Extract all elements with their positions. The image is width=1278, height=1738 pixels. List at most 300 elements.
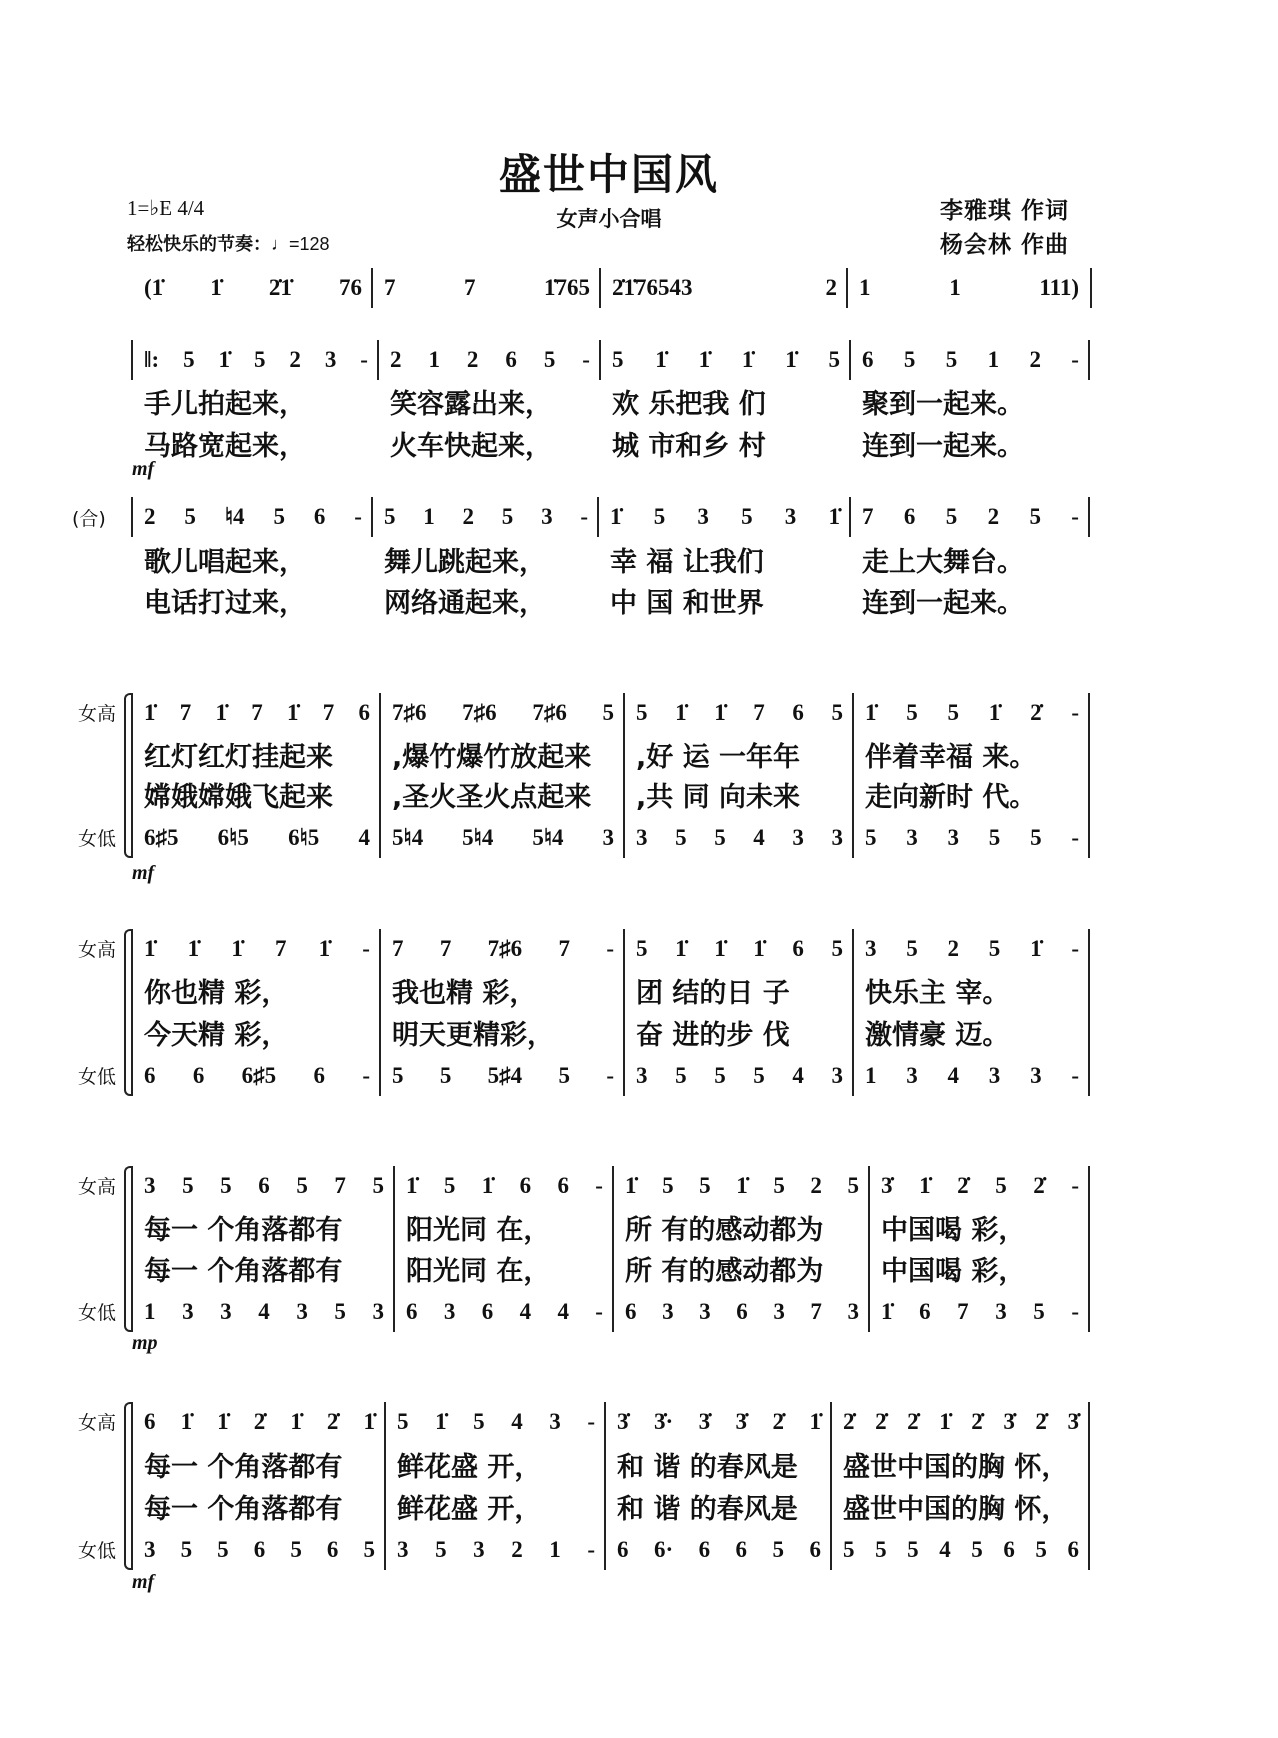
barline [849, 340, 851, 380]
lyric-text: 阳光同 在， [406, 1255, 551, 1287]
lyric-text: 鲜花盛 开， [397, 1451, 542, 1483]
note: 4 [511, 1409, 523, 1434]
measure [598, 499, 850, 535]
note: 1̇ [481, 1173, 494, 1198]
lyric-text: 火车快起来， [390, 430, 552, 462]
lyric-measure [380, 776, 624, 812]
note: 2̇ [907, 1409, 919, 1434]
note: 5 [828, 347, 840, 372]
lyric-measure [132, 582, 372, 618]
barline [830, 1402, 832, 1570]
lyric-measure [132, 1250, 394, 1286]
lyrics-row [132, 1209, 1089, 1245]
note: - [1071, 1299, 1079, 1324]
measure [613, 1294, 869, 1330]
note: 5 [772, 1537, 784, 1562]
lyric-measure [605, 1488, 831, 1524]
lyric-text: 每一 个角落都有 [144, 1255, 343, 1287]
note: 7 [957, 1299, 969, 1324]
note: 3 [636, 825, 648, 850]
measure [132, 499, 372, 535]
barline [1088, 1166, 1090, 1332]
note: 5 [253, 347, 266, 372]
lyric-measure [600, 383, 850, 419]
note: 1̇ [217, 1409, 229, 1434]
lyric-measure [372, 582, 598, 618]
measure [600, 270, 847, 306]
note: 7♯6 [532, 700, 567, 725]
note: 6 [144, 1063, 156, 1088]
lyric-text: ,好 运 一年年 [636, 741, 801, 773]
note: 5 [947, 700, 960, 725]
note: 2 [810, 1173, 822, 1198]
note: 3 [144, 1537, 156, 1562]
note: 5 [945, 347, 958, 372]
note: 5♮4 [532, 825, 564, 850]
note: 6 [617, 1537, 629, 1562]
note: - [587, 1537, 595, 1562]
barline [852, 929, 854, 1096]
note: 5♮4 [462, 825, 494, 850]
note: 5 [473, 1409, 485, 1434]
lyric-text: 马路宽起来， [144, 430, 306, 462]
note: ♮4 [224, 504, 245, 529]
note: 5 [753, 1063, 765, 1088]
barline [1088, 340, 1090, 380]
lyric-measure [850, 582, 1089, 618]
barline [371, 268, 373, 308]
lyrics-row [132, 582, 1089, 618]
barline [623, 693, 625, 858]
lyric-text: 中国喝 彩， [881, 1255, 1026, 1287]
lyric-measure [613, 1250, 869, 1286]
note: 5 [988, 936, 1001, 961]
note: 6 [736, 1299, 748, 1324]
lyric-text: 每一 个角落都有 [144, 1493, 343, 1525]
tempo-value: ♩=128 [271, 234, 330, 254]
note: - [1071, 1063, 1079, 1088]
note: 6 [406, 1299, 418, 1324]
lyric-measure [869, 1209, 1089, 1245]
note: 3 [906, 1063, 918, 1088]
barline [131, 340, 133, 380]
note: 7 [810, 1299, 822, 1324]
note: 6 [903, 504, 916, 529]
note: 7 [384, 275, 396, 300]
note: 3 [397, 1537, 409, 1562]
note: 5 [636, 700, 648, 725]
note: 5 [675, 1063, 687, 1088]
lyric-text: 每一 个角落都有 [144, 1214, 343, 1246]
barline [379, 929, 381, 1096]
measure [853, 931, 1089, 967]
lyric-text: 舞儿跳起来， [384, 546, 546, 578]
system-bracket [124, 1166, 132, 1332]
note: 6 [313, 1063, 325, 1088]
measure [853, 1058, 1089, 1094]
lyric-measure [613, 1209, 869, 1245]
note: 5 [392, 1063, 404, 1088]
note: 4 [792, 1063, 804, 1088]
barline [377, 340, 379, 380]
barline [612, 1166, 614, 1332]
lyric-text: 嫦娥嫦娥飞起来 [144, 781, 333, 813]
measure [132, 270, 372, 306]
note: 3 [847, 1299, 859, 1324]
note: 3̇ [1067, 1409, 1079, 1434]
measure [624, 695, 853, 731]
note: 5 [183, 347, 195, 372]
note: 5 [612, 347, 624, 372]
lyric-text: 歌儿唱起来， [144, 546, 306, 578]
note: 5 [543, 347, 556, 372]
measure [613, 1168, 869, 1204]
measure [132, 1532, 385, 1568]
lyric-text: 和 谐 的春风是 [617, 1493, 798, 1525]
note: 3̇ [735, 1409, 748, 1434]
note: 1̇ [714, 700, 726, 725]
measure [380, 1058, 624, 1094]
lyric-text: 我也精 彩， [392, 977, 537, 1009]
lyric-text: 盛世中国的胸 怀， [843, 1493, 1069, 1525]
measure [132, 695, 380, 731]
note: 1̇ [1030, 936, 1042, 961]
lyric-text: 红灯红灯挂起来 [144, 741, 333, 773]
lyric-text: 幸 福 让我们 [610, 546, 764, 578]
note: 1̇ [144, 700, 156, 725]
note: 3 [443, 1299, 456, 1324]
lyric-measure [605, 1446, 831, 1482]
note: 3 [182, 1299, 194, 1324]
lyric-measure [850, 425, 1089, 461]
note: 6♯5 [144, 825, 179, 850]
note: - [1071, 1173, 1079, 1198]
barline [1088, 929, 1090, 1096]
lyric-text: 奋 进的步 伐 [636, 1019, 790, 1051]
notes-row [132, 1404, 1089, 1440]
lyric-measure [600, 425, 850, 461]
note: 5 [443, 1173, 456, 1198]
measure [132, 1404, 385, 1440]
note: 7 [179, 700, 192, 725]
notes-row [132, 1168, 1089, 1204]
lyrics-row [132, 1014, 1089, 1050]
lyric-measure [831, 1488, 1089, 1524]
note: 5 [843, 1537, 855, 1562]
lyric-text: 快乐主 宰。 [865, 977, 1010, 1009]
note: 4 [519, 1299, 532, 1324]
measure [132, 1294, 394, 1330]
note: 2 [390, 347, 402, 372]
notes-row [132, 695, 1089, 731]
barline [384, 1402, 386, 1570]
note: 6 [1067, 1537, 1079, 1562]
note: - [354, 504, 362, 529]
note: 5 [435, 1537, 447, 1562]
note: 1̇ [939, 1409, 951, 1434]
note: 4 [557, 1299, 569, 1324]
lyric-measure [132, 1209, 394, 1245]
note: 5 [1030, 825, 1042, 850]
measure [380, 931, 624, 967]
measure [385, 1532, 605, 1568]
note: 1̇ [187, 936, 200, 961]
lyric-measure [385, 1446, 605, 1482]
note: 2̇ [1033, 1173, 1045, 1198]
measure [385, 1404, 605, 1440]
lyric-measure [853, 972, 1089, 1008]
lyric-text: 城 市和乡 村 [612, 430, 766, 462]
note: 3 [865, 936, 877, 961]
notes-row [132, 270, 1089, 306]
note: 1̇ [809, 1409, 821, 1434]
note: 3̇ [1003, 1409, 1015, 1434]
note: 3 [144, 1173, 156, 1198]
lyric-measure [132, 383, 378, 419]
note: - [587, 1409, 595, 1434]
note: 3 [773, 1299, 785, 1324]
measure [605, 1532, 831, 1568]
note: 2̇1̇76543 [612, 275, 693, 300]
note: 5 [988, 825, 1001, 850]
note: 1̇ [287, 700, 299, 725]
note: 5 [363, 1537, 375, 1562]
note: 4 [358, 825, 370, 850]
note: 6· [653, 1537, 674, 1562]
lyric-measure [132, 776, 380, 812]
note: 3 [296, 1299, 308, 1324]
note: 2̇ [875, 1409, 887, 1434]
barline [604, 1402, 606, 1570]
lyric-measure [624, 736, 853, 772]
note: (1̇ [144, 275, 164, 300]
note: 1̇ [406, 1173, 418, 1198]
note: 1̇ [180, 1409, 193, 1434]
lyric-measure [378, 425, 600, 461]
note: 6 [258, 1173, 270, 1198]
note: 5 [971, 1537, 983, 1562]
voice-label-alto: 女低 [78, 1066, 117, 1088]
note: 7 [464, 275, 476, 300]
measure [605, 1404, 831, 1440]
note: 7 [334, 1173, 346, 1198]
note: 1̇ [785, 347, 797, 372]
barline [599, 268, 601, 308]
note: 2̇ [326, 1409, 339, 1434]
note: 7 [753, 700, 765, 725]
lyric-measure [132, 541, 372, 577]
note: 5 [602, 700, 614, 725]
lyric-measure [624, 776, 853, 812]
lyric-text: ,共 同 向未来 [636, 781, 801, 813]
note: 4 [258, 1299, 270, 1324]
lyric-measure [380, 1014, 624, 1050]
note: 1 [549, 1537, 561, 1562]
note: 1 [949, 275, 961, 300]
note: 7 [251, 700, 263, 725]
note: 1̇ [363, 1409, 375, 1434]
notes-row [132, 342, 1089, 378]
note: 3 [831, 1063, 843, 1088]
note: 7♯6 [462, 700, 497, 725]
note: 3 [906, 825, 918, 850]
measure [624, 931, 853, 967]
measure [132, 342, 378, 378]
note: 5 [397, 1409, 409, 1434]
lyric-measure [132, 972, 380, 1008]
note: 1̇ [865, 700, 877, 725]
note: 6♮5 [217, 825, 249, 850]
note: 2̇1̇ [268, 275, 292, 300]
note: 2 [462, 504, 475, 529]
voice-label-alto: 女低 [78, 1302, 117, 1324]
lyric-text: 所 有的感动都为 [625, 1214, 824, 1246]
lyric-measure [132, 736, 380, 772]
note: 1 [987, 347, 1000, 372]
barline [868, 1166, 870, 1332]
lyric-measure [624, 1014, 853, 1050]
note: 76 [339, 275, 362, 300]
note: 6 [792, 936, 804, 961]
note: 2̇ [843, 1409, 855, 1434]
voice-label-alto: 女低 [78, 1540, 117, 1562]
lyric-text: 中国喝 彩， [881, 1214, 1026, 1246]
note: 5 [995, 1173, 1007, 1198]
lyric-measure [831, 1446, 1089, 1482]
key-signature: 1=♭E 4/4 [127, 196, 205, 220]
note: 7 [274, 936, 287, 961]
barline [623, 929, 625, 1096]
chorus-marker: (合) [72, 508, 106, 530]
note: 1̇ [231, 936, 243, 961]
measure [624, 1058, 853, 1094]
note: 1̇ [655, 347, 667, 372]
note: - [582, 347, 590, 372]
note: 1̇ [210, 275, 222, 300]
note: 6 [519, 1173, 532, 1198]
lyric-text: ,爆竹爆竹放起来 [392, 741, 592, 773]
note: 5 [699, 1173, 711, 1198]
note: 5♯4 [487, 1063, 523, 1088]
notes-row [132, 1294, 1089, 1330]
lyric-text: 连到一起来。 [862, 587, 1024, 619]
lyric-text: 电话打过来， [144, 587, 306, 619]
barline [599, 340, 601, 380]
lyric-measure [853, 736, 1089, 772]
note: 6 [919, 1299, 931, 1324]
note: 2̇ [1035, 1409, 1047, 1434]
note: 5 [273, 504, 285, 529]
lyric-measure [380, 972, 624, 1008]
note: 5 [334, 1299, 346, 1324]
lyrics-row [132, 1446, 1089, 1482]
note: 5 [290, 1537, 302, 1562]
lyric-text: 走向新时 代。 [865, 781, 1037, 813]
voice-label-soprano: 女高 [78, 1412, 117, 1434]
note: 4 [753, 825, 765, 850]
lyrics-row [132, 736, 1089, 772]
lyrics-row [132, 1250, 1089, 1286]
barline [1090, 268, 1092, 308]
barline [371, 497, 373, 537]
note: 1̇ [828, 504, 840, 529]
note: 3 [473, 1537, 485, 1562]
barline [597, 497, 599, 537]
dynamic-marking: mf [132, 458, 155, 480]
lyric-measure [380, 736, 624, 772]
system-bracket [124, 929, 132, 1096]
system-bracket [124, 1402, 132, 1570]
note: - [595, 1173, 603, 1198]
lyric-text: 所 有的感动都为 [625, 1255, 824, 1287]
note: 1̇ [675, 700, 687, 725]
measure [132, 931, 380, 967]
note: 6♮5 [288, 825, 320, 850]
note: 5 [439, 1063, 452, 1088]
lyric-text: 网络通起来， [384, 587, 546, 619]
note: 6♯5 [241, 1063, 277, 1088]
tempo-marking [127, 230, 330, 256]
note: 1 [859, 275, 871, 300]
voice-label-alto: 女低 [78, 828, 117, 850]
lyric-text: 和 谐 的春风是 [617, 1451, 798, 1483]
note: 5 [653, 504, 666, 529]
note: 2̇ [772, 1409, 784, 1434]
note: 3 [792, 825, 804, 850]
lyric-text: 今天精 彩， [144, 1019, 289, 1051]
note: 6 [625, 1299, 637, 1324]
note: 1̇ [625, 1173, 637, 1198]
note: - [1071, 700, 1079, 725]
lyric-measure [869, 1250, 1089, 1286]
note: 3 [541, 504, 553, 529]
note: 2̇ [971, 1409, 983, 1434]
note: 5 [1029, 504, 1041, 529]
note: 7♯6 [487, 936, 523, 961]
note: 1 [423, 504, 435, 529]
barline [131, 497, 133, 537]
note: 1̇765 [544, 275, 590, 300]
measure [394, 1294, 613, 1330]
note: 1̇ [675, 936, 687, 961]
note: 5 [903, 347, 916, 372]
measure [853, 695, 1089, 731]
song-subtitle: 女声小合唱 [556, 207, 662, 231]
note: 5 [182, 1173, 194, 1198]
lyric-measure [853, 1014, 1089, 1050]
dynamic-marking: mf [132, 862, 155, 884]
note: 5 [714, 825, 726, 850]
lyric-text: 笑容露出来， [390, 388, 552, 420]
note: 5 [384, 504, 396, 529]
note: 7 [862, 504, 874, 529]
composer-credit: 杨会林 作曲 [940, 232, 1070, 258]
note: 3 [324, 347, 337, 372]
note: 5 [906, 936, 918, 961]
notes-row [132, 931, 1089, 967]
note: 5 [907, 1537, 919, 1562]
notes-row [132, 1532, 1089, 1568]
note: 3̇ [698, 1409, 711, 1434]
note: 1̇ [144, 936, 156, 961]
note: 5 [662, 1173, 674, 1198]
lyric-measure [132, 1446, 385, 1482]
note: 6 [809, 1537, 821, 1562]
lyrics-row [132, 1488, 1089, 1524]
measure [132, 820, 380, 856]
note: 6 [358, 700, 370, 725]
note: 6 [253, 1537, 266, 1562]
